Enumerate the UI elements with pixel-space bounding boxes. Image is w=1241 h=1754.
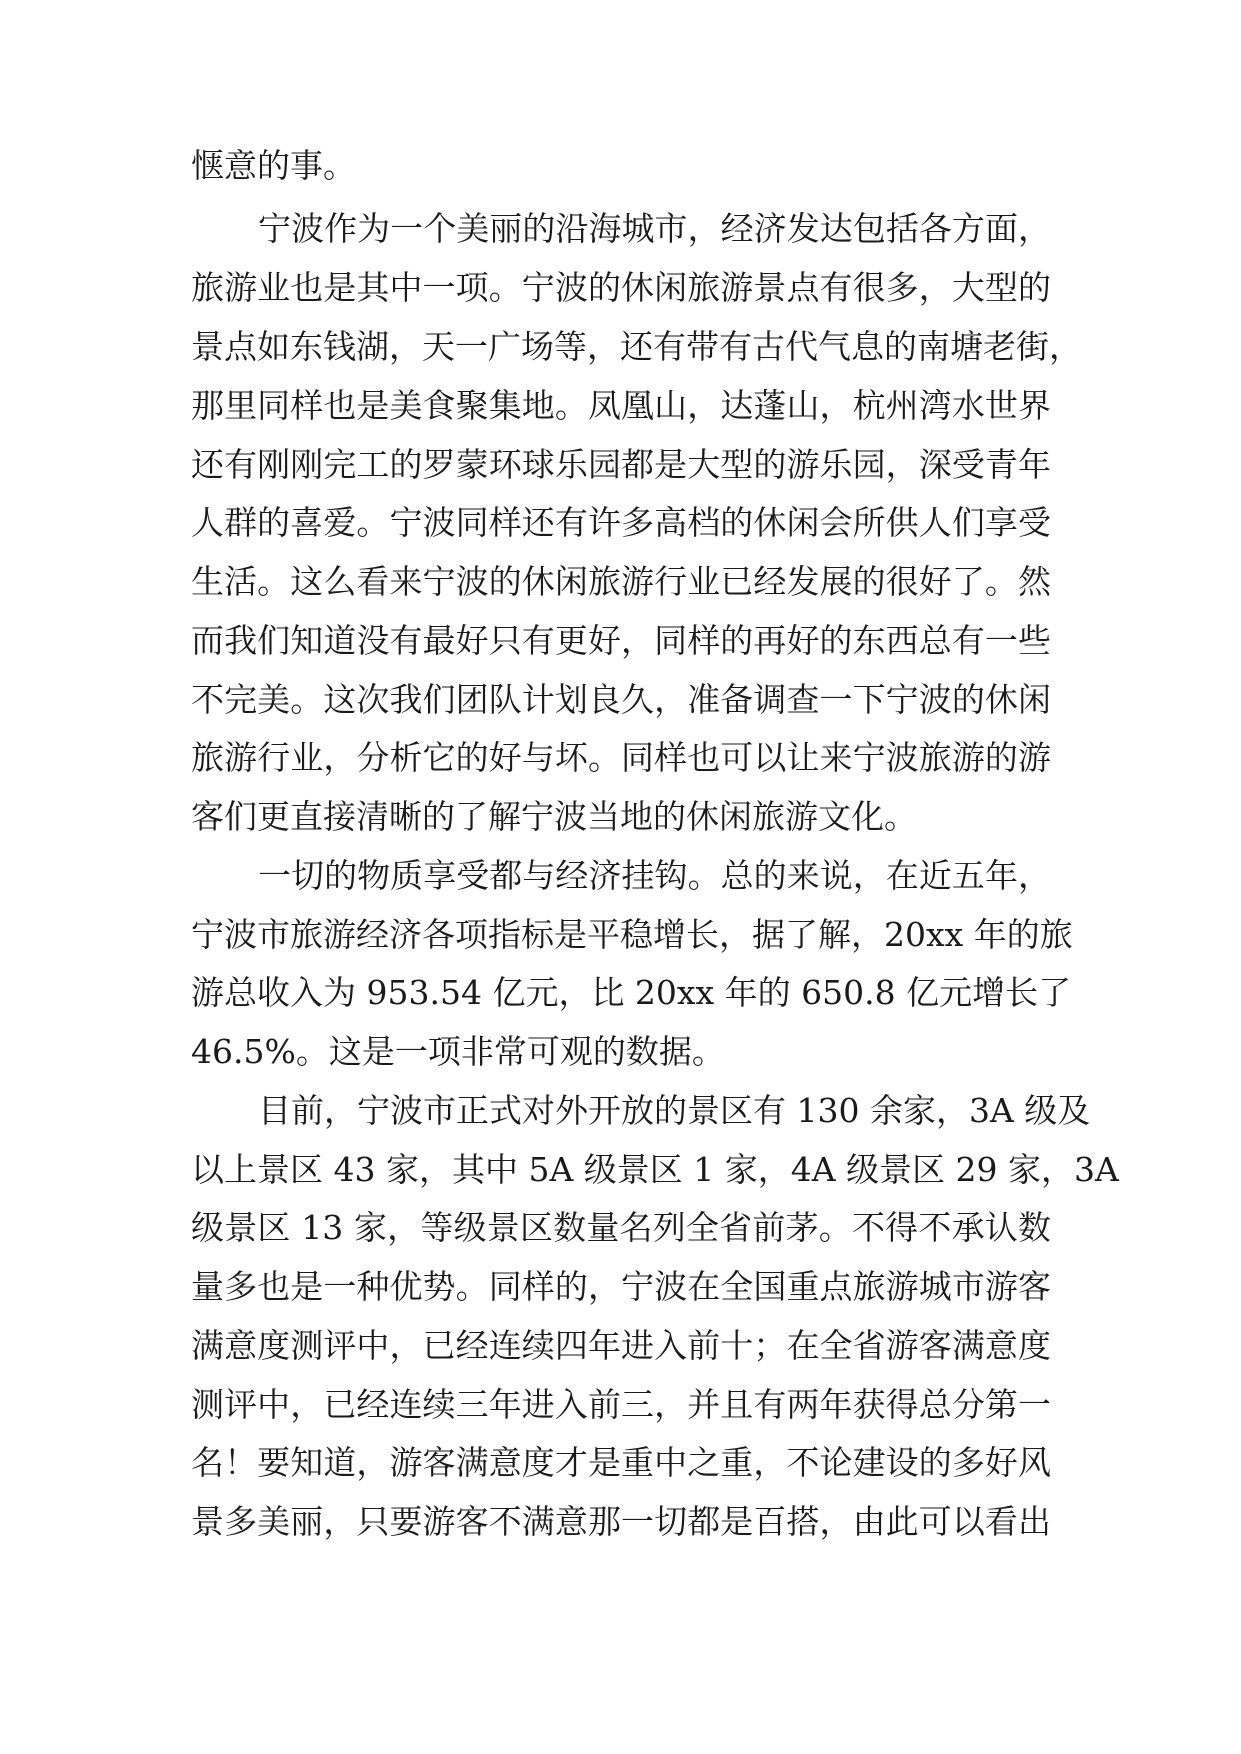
text-line: 生活。这么看来宁波的休闲旅游行业已经发展的很好了。然 <box>191 562 1051 601</box>
text-line: 级景区 13 家，等级景区数量名列全省前茅。不得不承认数 <box>191 1208 1051 1247</box>
text-line: 宁波市旅游经济各项指标是平稳增长，据了解，20xx 年的旅 <box>191 915 1073 954</box>
text-line: 旅游业也是其中一项。宁波的休闲旅游景点有很多，大型的 <box>191 268 1051 307</box>
paragraph-first-line: 宁波作为一个美丽的沿海城市，经济发达包括各方面， <box>258 209 1051 248</box>
paragraph-first-line: 一切的物质享受都与经济挂钩。总的来说，在近五年， <box>258 856 1051 895</box>
text-line: 以上景区 43 家，其中 5A 级景区 1 家，4A 级景区 29 家，3A <box>191 1150 1119 1189</box>
text-line: 不完美。这次我们团队计划良久，准备调查一下宁波的休闲 <box>191 680 1051 719</box>
text-line: 测评中，已经连续三年进入前三，并且有两年获得总分第一 <box>191 1385 1051 1424</box>
text-line: 景点如东钱湖，天一广场等，还有带有古代气息的南塘老街， <box>191 327 1082 366</box>
text-line: 景多美丽，只要游客不满意那一切都是百搭，由此可以看出 <box>191 1502 1051 1541</box>
text-line: 满意度测评中，已经连续四年进入前十；在全省游客满意度 <box>191 1326 1051 1365</box>
text-line: 人群的喜爱。宁波同样还有许多高档的休闲会所供人们享受 <box>191 503 1051 542</box>
text-line: 而我们知道没有最好只有更好，同样的再好的东西总有一些 <box>191 621 1051 660</box>
text-line: 客们更直接清晰的了解宁波当地的休闲旅游文化。 <box>191 797 917 836</box>
paragraph-first-line: 目前，宁波市正式对外开放的景区有 130 余家，3A 级及 <box>258 1091 1091 1130</box>
text-line: 游总收入为 953.54 亿元，比 20xx 年的 650.8 亿元增长了 <box>191 973 1072 1012</box>
text-line: 量多也是一种优势。同样的，宁波在全国重点旅游城市游客 <box>191 1267 1051 1306</box>
text-line: 那里同样也是美食聚集地。凤凰山，达蓬山，杭州湾水世界 <box>191 386 1051 425</box>
text-line: 旅游行业，分析它的好与坏。同样也可以让来宁波旅游的游 <box>191 738 1051 777</box>
text-line: 还有刚刚完工的罗蒙环球乐园都是大型的游乐园，深受青年 <box>191 445 1051 484</box>
text-line: 46.5%。这是一项非常可观的数据。 <box>191 1032 725 1071</box>
text-line: 惬意的事。 <box>191 146 356 185</box>
text-line: 名！要知道，游客满意度才是重中之重，不论建设的多好风 <box>191 1443 1051 1482</box>
